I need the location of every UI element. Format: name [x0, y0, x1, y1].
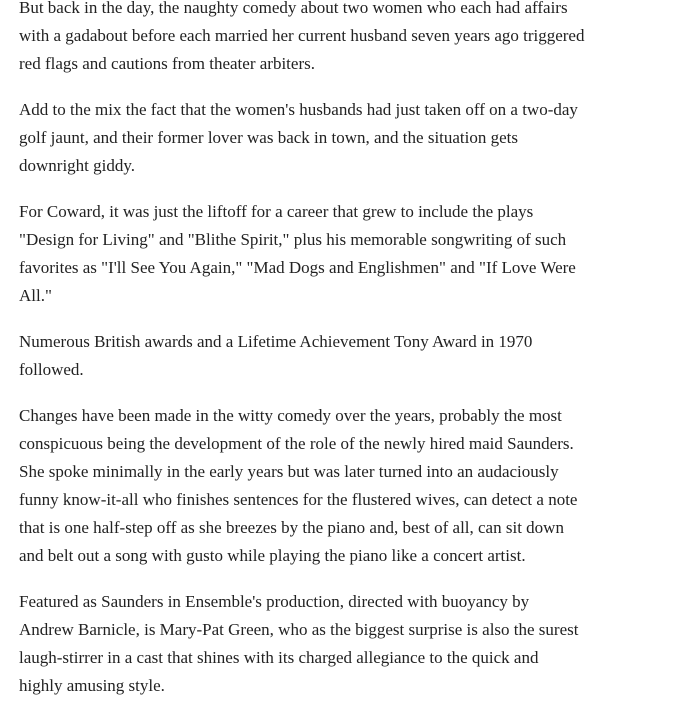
paragraph-line: Featured as Saunders in Ensemble's production, directed with buoyancy by — [19, 592, 530, 611]
paragraph-5 — [19, 402, 659, 570]
paragraph-line: highly amusing style. — [19, 676, 165, 695]
paragraph-line: downright giddy. — [19, 156, 136, 175]
paragraph-line: golf jaunt, and their former lover was back in town, and the situation gets — [19, 128, 519, 147]
paragraph-line: Add to the mix the fact that the women's husbands had just taken off on a two-day — [19, 100, 578, 119]
paragraph-line: She spoke minimally in the early years but was later turned into an audaciously — [19, 462, 559, 481]
paragraph-line: All." — [19, 286, 52, 305]
paragraph-line: and belt out a song with gusto while playing the piano like a concert artist. — [19, 546, 526, 565]
paragraph-line: favorites as "I'll See You Again," "Mad Dogs and Englishmen" and "If Love Were — [19, 258, 576, 277]
paragraph-2 — [19, 96, 659, 180]
paragraph-line: Andrew Barnicle, is Mary-Pat Green, who as the biggest surprise is also the surest — [19, 620, 579, 639]
paragraph-line: conspicuous being the development of the role of the newly hired maid Saunders. — [19, 434, 574, 453]
paragraph-4 — [19, 328, 659, 384]
paragraph-line: followed. — [19, 360, 84, 379]
paragraph-line: Changes have been made in the witty comedy over the years, probably the most — [19, 406, 562, 425]
paragraph-line: with a gadabout before each married her current husband seven years ago triggered — [19, 26, 585, 45]
paragraph-1 — [19, 0, 659, 78]
paragraph-line: Numerous British awards and a Lifetime Achievement Tony Award in 1970 — [19, 332, 533, 351]
paragraph-line: "Design for Living" and "Blithe Spirit," plus his memorable songwriting of such — [19, 230, 567, 249]
article-body — [19, 0, 659, 718]
paragraph-line: that is one half-step off as she breezes by the piano and, best of all, can sit down — [19, 518, 564, 537]
paragraph-3 — [19, 198, 659, 310]
paragraph-line: For Coward, it was just the liftoff for a career that grew to include the plays — [19, 202, 534, 221]
paragraph-line: funny know-it-all who finishes sentences for the flustered wives, can detect a note — [19, 490, 578, 509]
paragraph-6 — [19, 588, 659, 700]
paragraph-line: red flags and cautions from theater arbiters. — [19, 54, 315, 73]
paragraph-line: laugh-stirrer in a cast that shines with its charged allegiance to the quick and — [19, 648, 539, 667]
paragraph-line: But back in the day, the naughty comedy about two women who each had affairs — [19, 0, 568, 17]
